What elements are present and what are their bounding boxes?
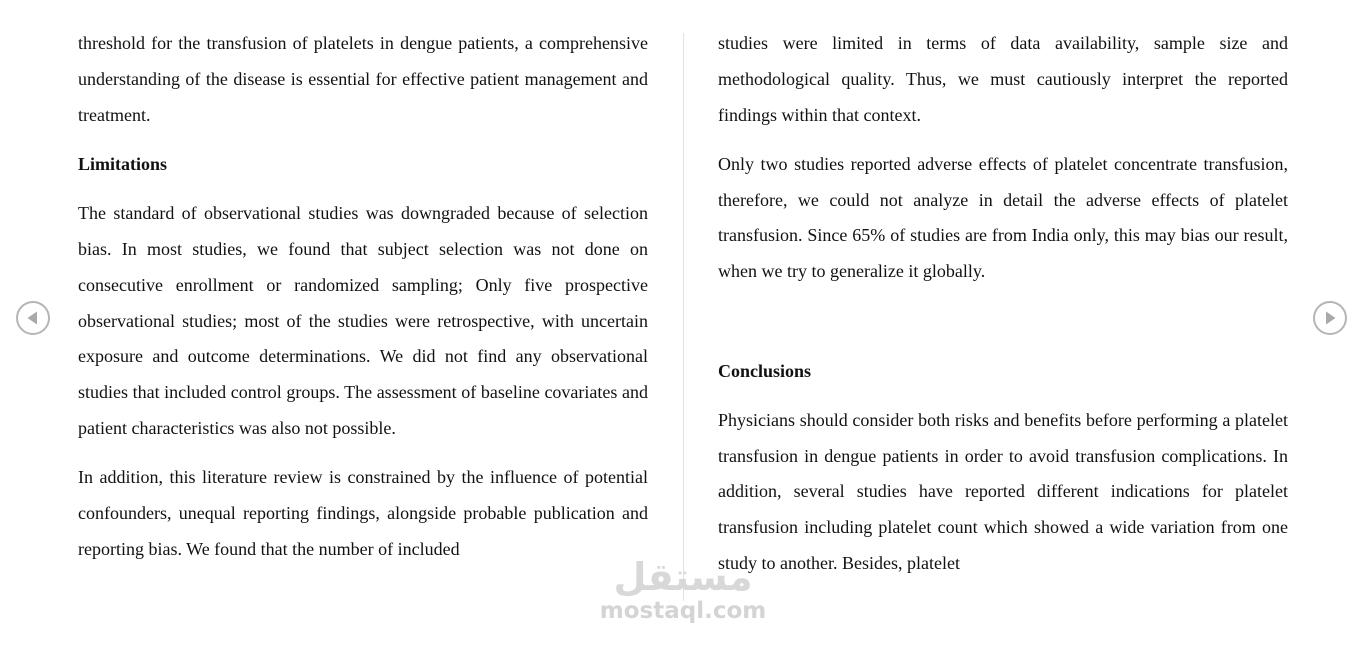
paragraph: Physicians should consider both risks and benefits before performing a platelet transfusion in dengue patients in order to avoid transfusion complications. In addition, several studies have reported different indications for platelet transfusion including platelet count which showed a wide variation from one study to another. Besides, platelet	[718, 409, 1288, 574]
paragraph: In addition, this literature review is constrained by the influence of potential confounders, unequal reporting findings, alongside probable publication and reporting bias. We found that the number of included	[78, 467, 648, 559]
watermark-logo: مستقل	[613, 555, 753, 599]
right-page	[718, 26, 1288, 595]
left-page	[78, 26, 648, 581]
chevron-left-icon	[18, 303, 48, 333]
page-divider	[683, 33, 684, 601]
section-heading-conclusions: Conclusions	[718, 360, 812, 381]
section-heading-limitations: Limitations	[78, 153, 168, 174]
paragraph: The standard of observational studies was downgraded because of selection bias. In most studies, we found that subject selection was not done on consecutive enrollment or randomized sampling; Only five prospective observational studies; most of the studies were retrospective, with uncertain exposure and outcome determinations. We did not find any observational studies that included control groups. The assessment of baseline covariates and patient characteristics was also not possible.	[78, 203, 648, 438]
paragraph: threshold for the transfusion of platelets in dengue patients, a comprehensive understanding of the disease is essential for effective patient management and treatment.	[78, 33, 648, 125]
spacer	[718, 304, 1288, 354]
previous-page-button[interactable]	[16, 301, 50, 335]
chevron-right-icon	[1315, 303, 1345, 333]
next-page-button[interactable]	[1313, 301, 1347, 335]
paragraph: studies were limited in terms of data availability, sample size and methodological quality. Thus, we must cautiously interpret the reported findings within that context.	[718, 33, 1288, 125]
watermark-site: mostaql.com	[599, 598, 767, 624]
paragraph: Only two studies reported adverse effects of platelet concentrate transfusion, therefore, we could not analyze in detail the adverse effects of platelet transfusion. Since 65% of studies are from India only, this may bias our result, when we try to generalize it globally.	[718, 153, 1288, 282]
